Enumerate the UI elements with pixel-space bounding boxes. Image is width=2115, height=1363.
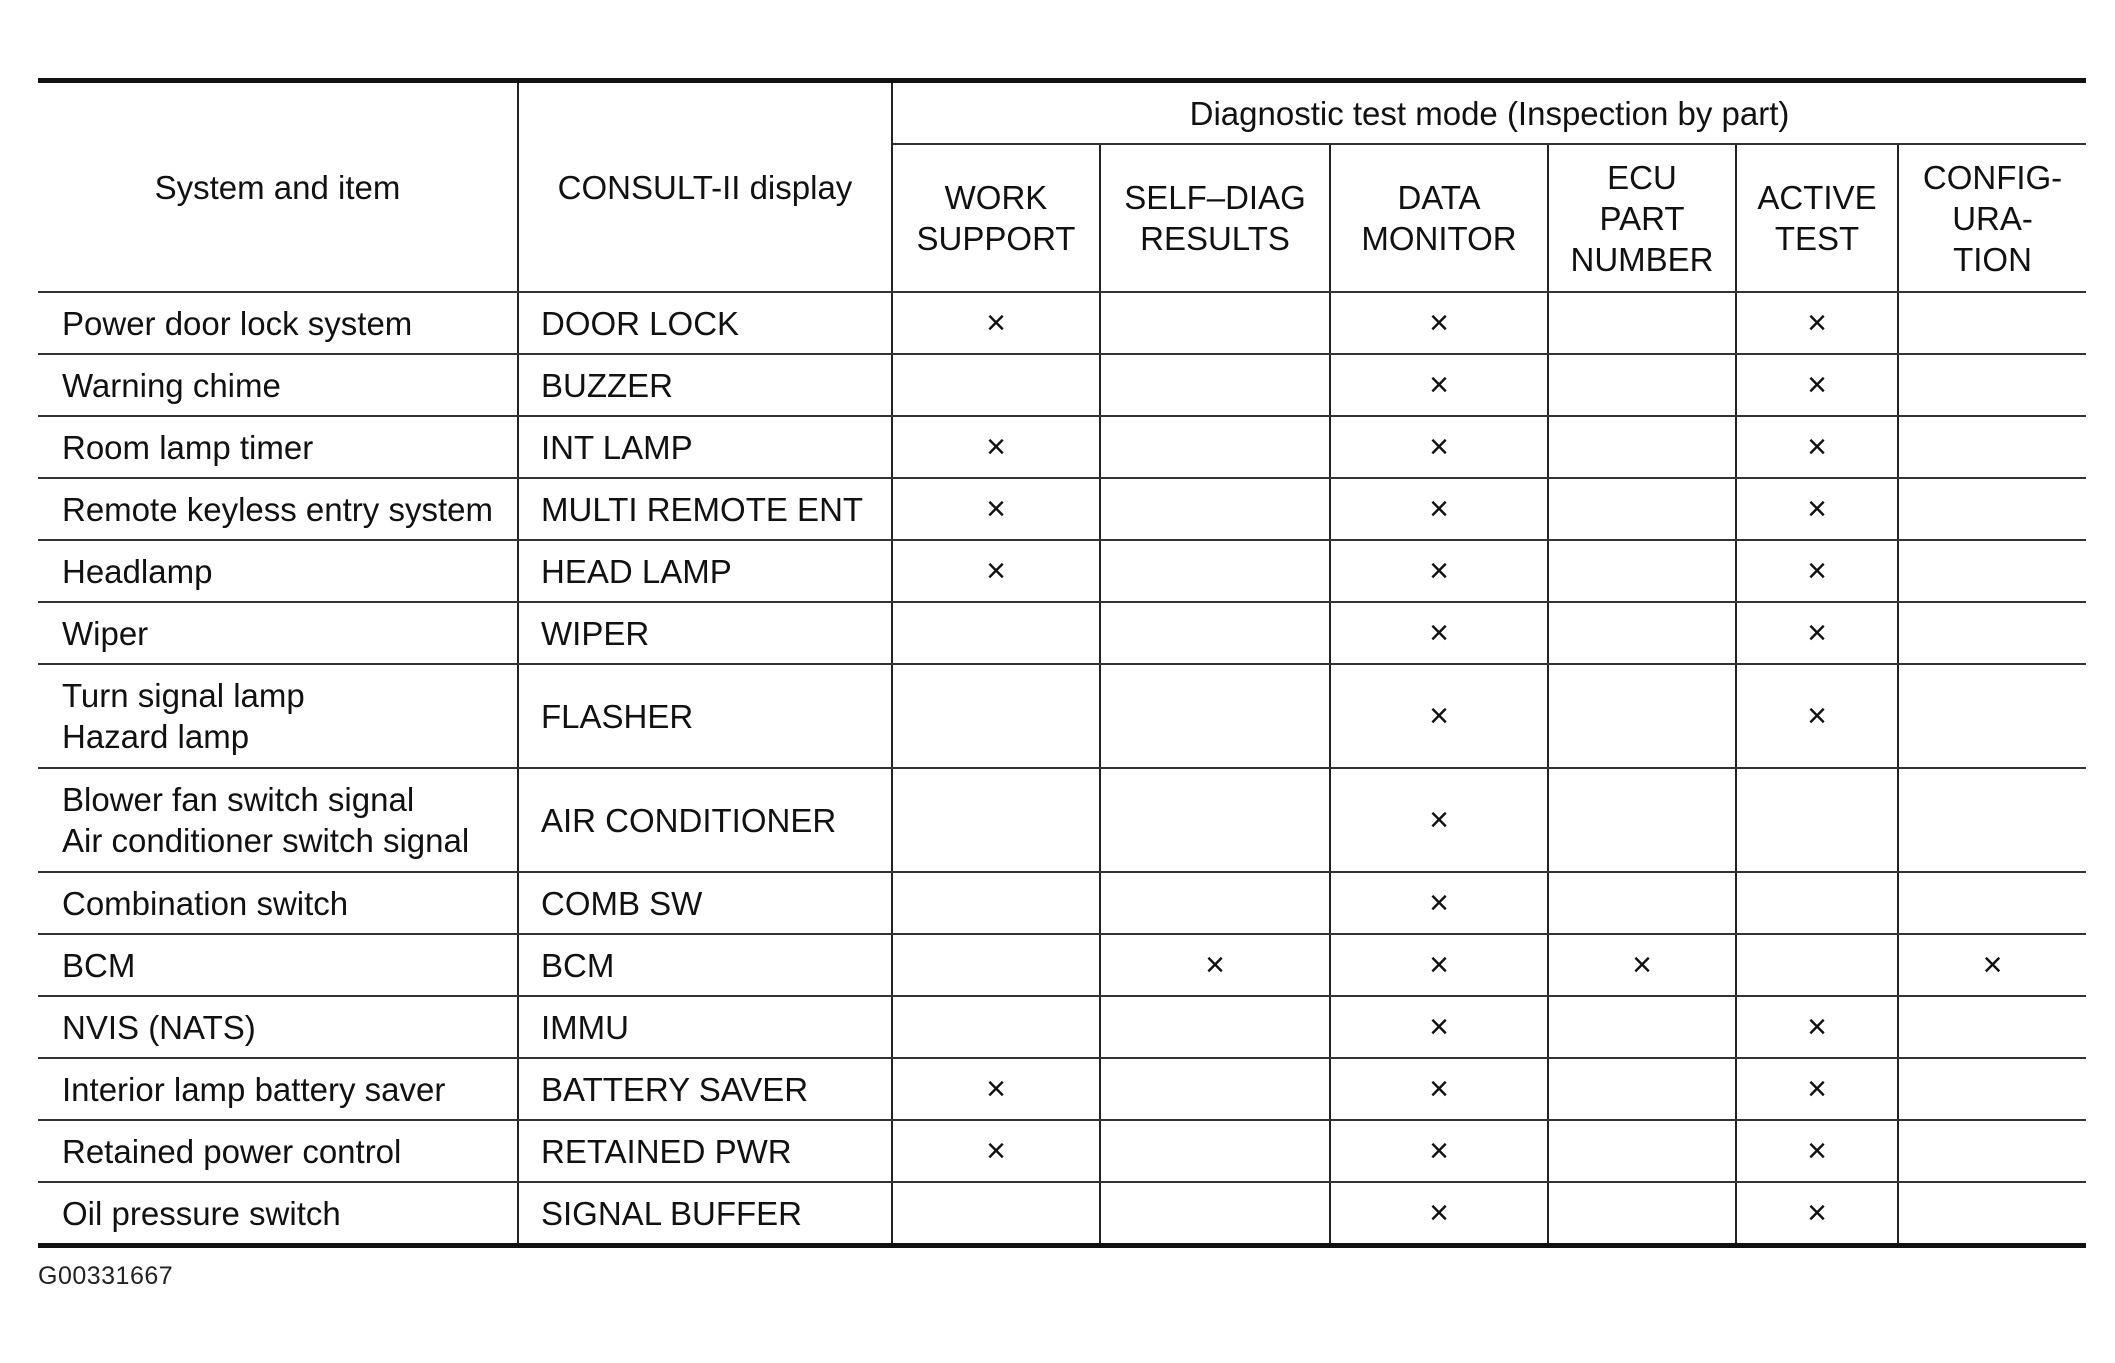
consult-display-cell: MULTI REMOTE ENT xyxy=(518,478,892,540)
header-row-top xyxy=(38,81,2086,145)
system-item-cell xyxy=(38,872,518,934)
empty-cell-ecu-part-number xyxy=(1548,664,1736,768)
header-line: ECU xyxy=(1607,158,1677,196)
mark-cell-ecu-part-number: × xyxy=(1548,934,1736,996)
header-self-diag-results xyxy=(1100,144,1330,292)
mark-cell-active-test: × xyxy=(1736,478,1898,540)
mark-cell-active-test: × xyxy=(1736,1182,1898,1246)
empty-cell-self-diag-results xyxy=(1100,996,1330,1058)
consult-display-cell: BUZZER xyxy=(518,354,892,416)
header-line: MONITOR xyxy=(1361,220,1517,257)
mark-cell-work-support: × xyxy=(892,416,1100,478)
empty-cell-ecu-part-number xyxy=(1548,540,1736,602)
table-row xyxy=(38,996,2086,1058)
table-row xyxy=(38,602,2086,664)
header-active-test xyxy=(1736,144,1898,292)
consult-display-cell: DOOR LOCK xyxy=(518,292,892,354)
mark-cell-data-monitor: × xyxy=(1330,292,1548,354)
header-line: TION xyxy=(1953,240,2032,278)
header-line: SELF–DIAG xyxy=(1124,179,1306,216)
mark-cell-data-monitor: × xyxy=(1330,1182,1548,1246)
system-item-text: Wiper xyxy=(62,614,149,652)
mark-cell-data-monitor: × xyxy=(1330,602,1548,664)
system-item-cell xyxy=(38,934,518,996)
empty-cell-self-diag-results xyxy=(1100,602,1330,664)
header-line: PART xyxy=(1599,199,1685,237)
mark-cell-active-test: × xyxy=(1736,996,1898,1058)
empty-cell-ecu-part-number xyxy=(1548,478,1736,540)
header-line: DATA xyxy=(1397,179,1481,216)
header-work-support xyxy=(892,144,1100,292)
mark-cell-data-monitor: × xyxy=(1330,664,1548,768)
system-item-cell xyxy=(38,768,518,872)
mark-cell-active-test: × xyxy=(1736,354,1898,416)
figure-id: G00331667 xyxy=(38,1262,174,1290)
header-configuration xyxy=(1898,144,2086,292)
header-line: CONFIG- xyxy=(1922,158,2063,196)
system-item-text: Oil pressure switch xyxy=(62,1194,341,1232)
table-row xyxy=(38,872,2086,934)
mark-cell-active-test: × xyxy=(1736,292,1898,354)
empty-cell-work-support xyxy=(892,602,1100,664)
empty-cell-configuration xyxy=(1898,354,2086,416)
empty-cell-ecu-part-number xyxy=(1548,602,1736,664)
system-item-text: Warning chime xyxy=(62,366,281,404)
system-item-text: NVIS (NATS) xyxy=(62,1008,256,1046)
system-item-text: Headlamp xyxy=(62,552,213,590)
empty-cell-self-diag-results xyxy=(1100,416,1330,478)
mark-cell-active-test: × xyxy=(1736,540,1898,602)
table-row xyxy=(38,478,2086,540)
table-row xyxy=(38,416,2086,478)
system-item-text: Air conditioner switch signal xyxy=(62,822,470,859)
empty-cell-ecu-part-number xyxy=(1548,1120,1736,1182)
empty-cell-ecu-part-number xyxy=(1548,872,1736,934)
table-body xyxy=(38,292,2086,1246)
empty-cell-self-diag-results xyxy=(1100,1120,1330,1182)
empty-cell-ecu-part-number xyxy=(1548,768,1736,872)
diagnostic-mode-table xyxy=(38,78,2086,1248)
system-item-text: Room lamp timer xyxy=(62,428,314,466)
empty-cell-configuration xyxy=(1898,416,2086,478)
empty-cell-configuration xyxy=(1898,1182,2086,1246)
system-item-cell xyxy=(38,996,518,1058)
mark-cell-data-monitor: × xyxy=(1330,354,1548,416)
mark-cell-data-monitor: × xyxy=(1330,1120,1548,1182)
header-line: SUPPORT xyxy=(916,220,1076,257)
empty-cell-self-diag-results xyxy=(1100,768,1330,872)
system-item-text: Retained power control xyxy=(62,1132,402,1170)
system-item-cell xyxy=(38,478,518,540)
system-item-text: BCM xyxy=(62,946,136,984)
mark-cell-data-monitor: × xyxy=(1330,416,1548,478)
system-item-text: Power door lock system xyxy=(62,304,413,342)
empty-cell-work-support xyxy=(892,872,1100,934)
empty-cell-work-support xyxy=(892,1182,1100,1246)
mark-cell-data-monitor: × xyxy=(1330,478,1548,540)
empty-cell-configuration xyxy=(1898,872,2086,934)
mark-cell-work-support: × xyxy=(892,1120,1100,1182)
header-line: URA- xyxy=(1952,199,2033,237)
mark-cell-data-monitor: × xyxy=(1330,768,1548,872)
system-item-text: Interior lamp battery saver xyxy=(62,1070,446,1108)
table-row xyxy=(38,664,2086,768)
empty-cell-self-diag-results xyxy=(1100,1058,1330,1120)
mark-cell-data-monitor: × xyxy=(1330,996,1548,1058)
empty-cell-self-diag-results xyxy=(1100,354,1330,416)
consult-display-cell: AIR CONDITIONER xyxy=(518,768,892,872)
consult-display-cell: IMMU xyxy=(518,996,892,1058)
empty-cell-active-test xyxy=(1736,934,1898,996)
table-row xyxy=(38,768,2086,872)
consult-display-cell: FLASHER xyxy=(518,664,892,768)
system-item-cell xyxy=(38,1182,518,1246)
system-item-cell xyxy=(38,292,518,354)
system-item-cell xyxy=(38,416,518,478)
empty-cell-ecu-part-number xyxy=(1548,354,1736,416)
empty-cell-work-support xyxy=(892,664,1100,768)
mark-cell-data-monitor: × xyxy=(1330,540,1548,602)
empty-cell-self-diag-results xyxy=(1100,1182,1330,1246)
table-row xyxy=(38,540,2086,602)
header-consult-display: CONSULT-II display xyxy=(518,81,892,293)
mark-cell-data-monitor: × xyxy=(1330,872,1548,934)
consult-display-cell: BCM xyxy=(518,934,892,996)
table-row xyxy=(38,1058,2086,1120)
table-row xyxy=(38,354,2086,416)
empty-cell-work-support xyxy=(892,354,1100,416)
consult-display-cell: INT LAMP xyxy=(518,416,892,478)
header-diagnostic-test-mode: Diagnostic test mode (Inspection by part) xyxy=(892,81,2086,145)
table-row xyxy=(38,1182,2086,1246)
table-row xyxy=(38,1120,2086,1182)
mark-cell-data-monitor: × xyxy=(1330,1058,1548,1120)
mark-cell-work-support: × xyxy=(892,292,1100,354)
header-system-and-item: System and item xyxy=(38,81,518,293)
mark-cell-configuration: × xyxy=(1898,934,2086,996)
mark-cell-active-test: × xyxy=(1736,1058,1898,1120)
system-item-text: Turn signal lamp xyxy=(62,677,305,714)
header-data-monitor xyxy=(1330,144,1548,292)
empty-cell-configuration xyxy=(1898,768,2086,872)
header-line: TEST xyxy=(1774,220,1860,257)
mark-cell-data-monitor: × xyxy=(1330,934,1548,996)
system-item-text: Blower fan switch signal xyxy=(62,781,415,818)
system-item-text: Hazard lamp xyxy=(62,718,250,755)
mark-cell-work-support: × xyxy=(892,478,1100,540)
header-line: NUMBER xyxy=(1570,240,1714,278)
empty-cell-self-diag-results xyxy=(1100,292,1330,354)
consult-display-cell: RETAINED PWR xyxy=(518,1120,892,1182)
system-item-cell xyxy=(38,354,518,416)
mark-cell-active-test: × xyxy=(1736,602,1898,664)
header-ecu-part-number xyxy=(1548,144,1736,292)
mark-cell-work-support: × xyxy=(892,540,1100,602)
empty-cell-self-diag-results xyxy=(1100,478,1330,540)
consult-display-cell: BATTERY SAVER xyxy=(518,1058,892,1120)
empty-cell-configuration xyxy=(1898,478,2086,540)
empty-cell-ecu-part-number xyxy=(1548,416,1736,478)
header-line: ACTIVE xyxy=(1757,179,1877,216)
consult-display-cell: SIGNAL BUFFER xyxy=(518,1182,892,1246)
empty-cell-configuration xyxy=(1898,540,2086,602)
empty-cell-self-diag-results xyxy=(1100,664,1330,768)
empty-cell-work-support xyxy=(892,996,1100,1058)
empty-cell-work-support xyxy=(892,934,1100,996)
system-item-cell xyxy=(38,1058,518,1120)
table-row xyxy=(38,934,2086,996)
header-line: WORK xyxy=(944,179,1048,216)
empty-cell-ecu-part-number xyxy=(1548,1058,1736,1120)
empty-cell-self-diag-results xyxy=(1100,872,1330,934)
consult-display-cell: COMB SW xyxy=(518,872,892,934)
empty-cell-ecu-part-number xyxy=(1548,292,1736,354)
empty-cell-configuration xyxy=(1898,292,2086,354)
mark-cell-self-diag-results: × xyxy=(1100,934,1330,996)
system-item-cell xyxy=(38,664,518,768)
mark-cell-active-test: × xyxy=(1736,664,1898,768)
empty-cell-active-test xyxy=(1736,872,1898,934)
system-item-cell xyxy=(38,540,518,602)
empty-cell-active-test xyxy=(1736,768,1898,872)
empty-cell-configuration xyxy=(1898,602,2086,664)
consult-display-cell: HEAD LAMP xyxy=(518,540,892,602)
system-item-text: Remote keyless entry system xyxy=(62,490,493,528)
empty-cell-self-diag-results xyxy=(1100,540,1330,602)
consult-display-cell: WIPER xyxy=(518,602,892,664)
mark-cell-active-test: × xyxy=(1736,1120,1898,1182)
mark-cell-active-test: × xyxy=(1736,416,1898,478)
system-item-cell xyxy=(38,1120,518,1182)
header-line: RESULTS xyxy=(1140,220,1290,257)
empty-cell-ecu-part-number xyxy=(1548,1182,1736,1246)
empty-cell-configuration xyxy=(1898,1120,2086,1182)
table-row xyxy=(38,292,2086,354)
system-item-cell xyxy=(38,602,518,664)
empty-cell-ecu-part-number xyxy=(1548,996,1736,1058)
mark-cell-work-support: × xyxy=(892,1058,1100,1120)
empty-cell-configuration xyxy=(1898,664,2086,768)
empty-cell-configuration xyxy=(1898,996,2086,1058)
empty-cell-work-support xyxy=(892,768,1100,872)
empty-cell-configuration xyxy=(1898,1058,2086,1120)
system-item-text: Combination switch xyxy=(62,884,349,922)
